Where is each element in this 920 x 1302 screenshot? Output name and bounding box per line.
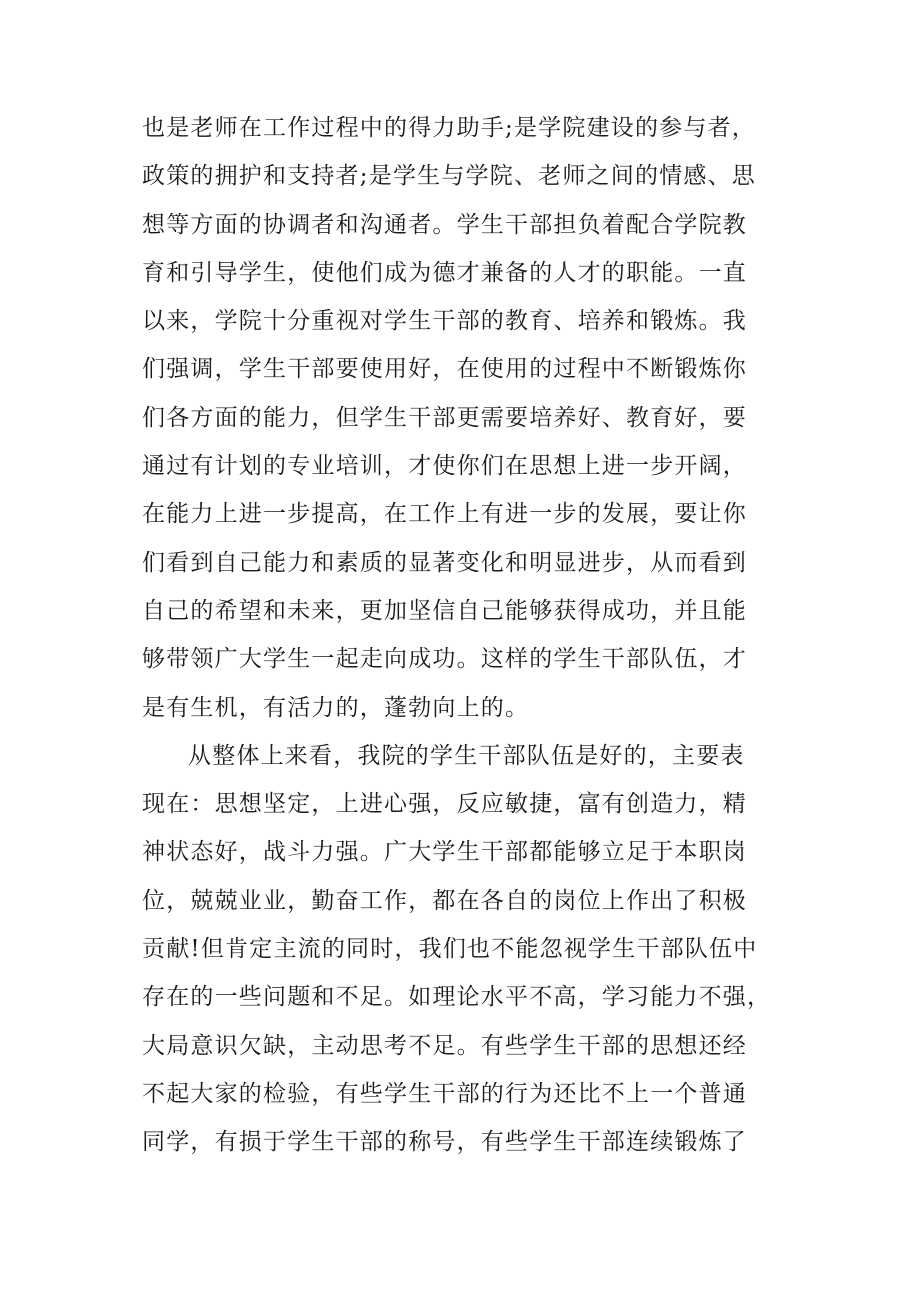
text-line: 们各方面的能力，但学生干部更需要培养好、教育好，要 bbox=[142, 404, 747, 431]
text-line: 位，兢兢业业，勤奋工作，都在各自的岗位上作出了积极 bbox=[142, 887, 747, 914]
text-line: 以来，学院十分重视对学生干部的教育、培养和锻炼。我 bbox=[142, 308, 747, 335]
text-line: 现在：思想坚定，上进心强，反应敏捷，富有创造力，精 bbox=[142, 791, 747, 818]
text-line: 们强调，学生干部要使用好，在使用的过程中不断锻炼你 bbox=[142, 356, 747, 383]
text-line: 贡献!但肯定主流的同时，我们也不能忽视学生干部队伍中 bbox=[142, 936, 758, 963]
paragraph-2 bbox=[142, 732, 778, 1167]
text-line: 育和引导学生，使他们成为德才兼备的人才的职能。一直 bbox=[142, 259, 747, 286]
document-body bbox=[142, 104, 778, 1167]
text-line: 同学，有损于学生干部的称号，有些学生干部连续锻炼了 bbox=[142, 1129, 747, 1156]
text-line: 够带领广大学生一起走向成功。这样的学生干部队伍，才 bbox=[142, 646, 747, 673]
text-line: 自己的希望和未来，更加坚信自己能够获得成功，并且能 bbox=[142, 597, 747, 624]
text-line: 神状态好，战斗力强。广大学生干部都能够立足于本职岗 bbox=[142, 839, 747, 866]
text-line: 想等方面的协调者和沟通者。学生干部担负着配合学院教 bbox=[142, 211, 747, 238]
text-line: 也是老师在工作过程中的得力助手;是学院建设的参与者， bbox=[142, 115, 756, 141]
text-line: 不起大家的检验，有些学生干部的行为还比不上一个普通 bbox=[142, 1080, 747, 1107]
paragraph-1 bbox=[142, 104, 778, 732]
text-line-indented: 从整体上来看，我院的学生干部队伍是好的，主要表 bbox=[188, 742, 745, 769]
text-line: 存在的一些问题和不足。如理论水平不高，学习能力不强， bbox=[142, 984, 772, 1011]
text-line: 在能力上进一步提高，在工作上有进一步的发展，要让你 bbox=[142, 501, 747, 528]
text-line: 是有生机，有活力的，蓬勃向上的。 bbox=[142, 694, 530, 721]
text-line: 通过有计划的专业培训，才使你们在思想上进一步开阔， bbox=[142, 453, 747, 480]
text-line: 们看到自己能力和素质的显著变化和明显进步，从而看到 bbox=[142, 549, 747, 576]
text-line: 政策的拥护和支持者;是学生与学院、老师之间的情感、思 bbox=[142, 163, 756, 190]
text-line: 大局意识欠缺，主动思考不足。有些学生干部的思想还经 bbox=[142, 1032, 747, 1059]
